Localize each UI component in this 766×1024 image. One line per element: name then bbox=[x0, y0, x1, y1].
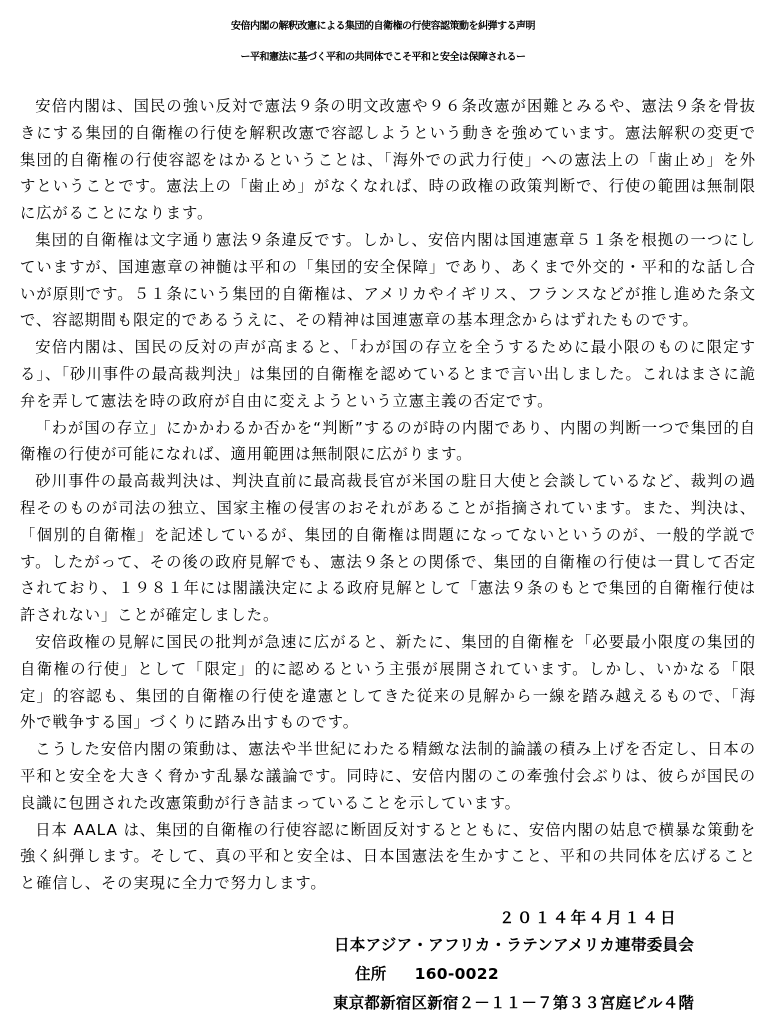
document-subtitle: ー平和憲法に基づく平和の共同体でこそ平和と安全は保障されるー bbox=[240, 52, 526, 63]
body-paragraph: 日本 AALA は、集団的自衛権の行使容認に断固反対するとともに、安倍内閣の姑息で横暴な策動を強く糾弾します。そして、真の平和と安全は、日本国憲法を生かすこと、平和の共同体を広げることと確信し、その実現に全力で努力します。 bbox=[20, 820, 756, 893]
postal-code: 160-0022 bbox=[414, 965, 499, 983]
body-paragraph: 安倍内閣は、国民の反対の声が高まると、「わが国の存立を全うするために最小限のものに限定する」、「砂川事件の最高裁判決」は集団的自衛権を認めているとまで言い出しました。これはまさに詭弁を弄して憲法を時の政府が自由に変えようという立憲主義の否定です。 bbox=[20, 338, 756, 410]
body-paragraph: 集団的自衛権は文字通り憲法９条違反です。しかし、安倍内閣は国連憲章５１条を根拠の一つにしていますが、国連憲章の神髄は平和の「集団的安全保障」であり、あくまで外交的・平和的な話し合いが原則です。５１条にいう集団的自衛権は、アメリカやイギリス、フランスなどが推し進めた条文で、容認期間も限定的であるうえに、その精神は国連憲章の基本理念からはずれたものです。 bbox=[20, 230, 756, 330]
address-label: 住所 bbox=[355, 965, 387, 983]
body-paragraph: 「わが国の存立」にかかわるか否かを“判断”するのが時の内閣であり、内閣の判断一つで集団的自衛権の行使が可能になれば、適用範囲は無制限に広がります。 bbox=[20, 418, 756, 464]
body-paragraph: 砂川事件の最高裁判決は、判決直前に最高裁長官が米国の駐日大使と会談しているなど、裁判の過程そのものが司法の独立、国家主権の侵害のおそれがあることが指摘されています。また、判決は、「個別的自衛権」を記述しているが、集団的自衛権は問題になってないというのが、一般的学説です。したがって、その後の政府見解でも、憲法９条との関係で、集団的自衛権の行使は一貫して否定されており、１９８１年には閣議決定による政府見解として「憲法９条のもとで集団的自衛権行使は許されない」ことが確定しました。 bbox=[20, 472, 756, 625]
signature-organization: 日本アジア・アフリカ・ラテンアメリカ連帯委員会 bbox=[334, 936, 695, 954]
statement-body bbox=[20, 93, 756, 897]
signature-address-line bbox=[355, 963, 499, 985]
body-paragraph: 安倍内閣は、国民の強い反対で憲法９条の明文改憲や９６条改憲が困難とみるや、憲法９条を骨抜きにする集団的自衛権の行使を解釈改憲で容認しようという動きを強めています。憲法解釈の変更で集団的自衛権の行使容認をはかるということは、「海外での武力行使」への憲法上の「歯止め」を外すということです。憲法上の「歯止め」がなくなれば、時の政権の政策判断で、行使の範囲は無制限に広がることになります。 bbox=[20, 97, 756, 223]
body-paragraph: 安倍政権の見解に国民の批判が急速に広がると、新たに、集団的自衛権を「必要最小限度の集団的自衛権の行使」として「限定」的に認めるという主張が展開されています。しかし、いかなる「限定」的容認も、集団的自衛権の行使を違憲としてきた従来の見解から一線を踏み越えるもので、「海外で戦争する国」づくりに踏み出すものです。 bbox=[20, 632, 756, 732]
signature-date: ２０１４年４月１４日 bbox=[499, 909, 679, 927]
signature-street-address: 東京都新宿区新宿２－１１－７第３３宮庭ビル４階 bbox=[333, 994, 695, 1012]
document-title: 安倍内閣の解釈改憲による集団的自衛権の行使容認策動を糾弾する声明 bbox=[231, 21, 535, 32]
body-paragraph: こうした安倍内閣の策動は、憲法や半世紀にわたる精緻な法制的論議の積み上げを否定し、日本の平和と安全を大きく脅かす乱暴な議論です。同時に、安倍内閣のこの牽強付会ぶりは、彼らが国民の良識に包囲された改憲策動が行き詰まっていることを示しています。 bbox=[20, 740, 756, 812]
